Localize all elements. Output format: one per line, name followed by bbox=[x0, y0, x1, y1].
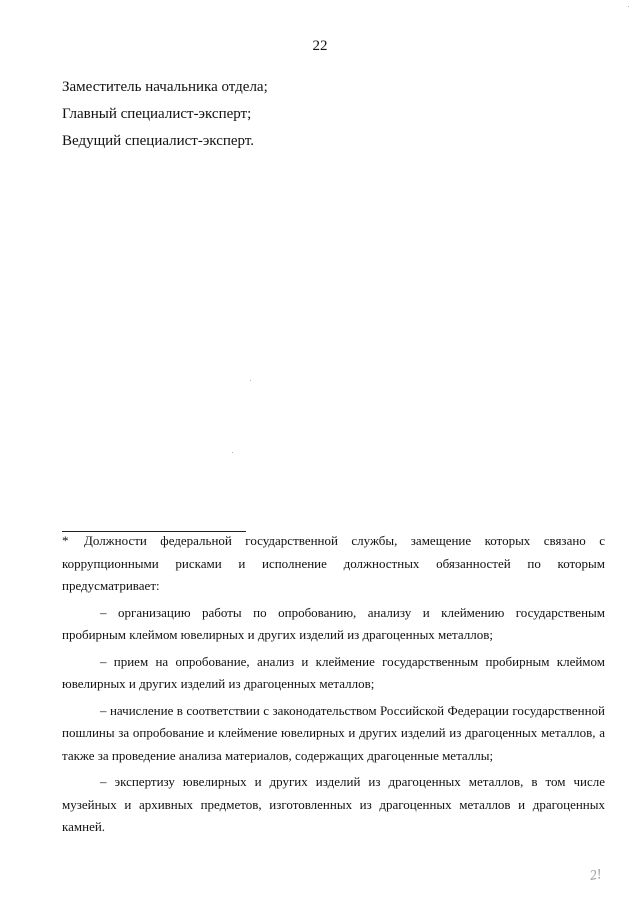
footnote-item: – прием на опробование, анализ и клеймение государственным пробирным клеймом ювелирных и других изделий из драгоценных металлов; bbox=[62, 653, 605, 691]
footnote-item: – начисление в соответствии с законодательством Российской Федерации государственной пошлины за опробование и клеймение ювелирных и других изделий из драгоценных металлов, а также за проведение анализа материалов, содержащих драгоценные металлы; bbox=[62, 702, 605, 763]
position-item: Ведущий специалист-эксперт. bbox=[62, 133, 255, 149]
position-list bbox=[62, 74, 602, 155]
footnote bbox=[62, 530, 605, 843]
handwritten-page-mark: 2! bbox=[588, 867, 603, 884]
position-item: Главный специалист-эксперт; bbox=[62, 106, 252, 122]
footnote-intro bbox=[62, 530, 605, 598]
scan-speck bbox=[628, 6, 629, 7]
footnote-item: – организацию работы по опробованию, анализу и клеймению государственым пробирным клеймом ювелирных и других изделий из драгоценных металлов; bbox=[62, 604, 605, 642]
footnote-marker: * bbox=[62, 533, 69, 548]
footnote-item: – экспертизу ювелирных и других изделий из драгоценных металлов, в том числе музейных и архивных предметов, изготовленных из драгоценных металлов и драгоценных камней. bbox=[62, 774, 605, 834]
position-item: Заместитель начальника отдела; bbox=[62, 79, 268, 95]
footnote-intro-text: Должности федеральной государственной службы, замещение которых связано с коррупционными рисками и исполнение должностных обязанностей по которым предусматривает: bbox=[62, 533, 605, 593]
scan-speck bbox=[250, 380, 251, 381]
page-number: 22 bbox=[312, 38, 328, 54]
scan-speck bbox=[232, 452, 233, 453]
